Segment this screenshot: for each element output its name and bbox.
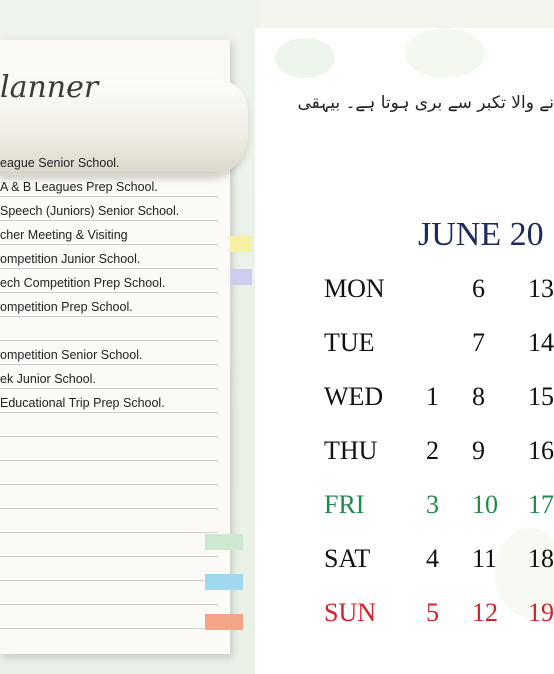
weekday-label: SUN (324, 598, 377, 627)
weekday-label: SAT (324, 544, 371, 573)
planner-entry (0, 148, 218, 173)
planner-entry-text: ompetition Senior School. (0, 348, 143, 362)
planner-title: lanner (0, 70, 99, 105)
calendar-row-sun (0, 598, 554, 638)
month-label: JUNE 20 (418, 216, 544, 253)
planner-entry-text: Educational Trip Prep School. (0, 396, 165, 410)
date-cell: 16 (528, 436, 554, 465)
planner-tab-yellow (230, 236, 252, 252)
date-cell: 18 (528, 544, 554, 573)
calendar-row-tue (0, 328, 554, 368)
calendar-row-fri (0, 490, 554, 530)
floral-decoration (275, 38, 335, 78)
planner-entry (0, 220, 218, 245)
weekday-label: TUE (324, 328, 375, 357)
weekday-label: FRI (324, 490, 365, 519)
date-cell: 13 (528, 274, 554, 303)
date-cell: 10 (472, 490, 498, 519)
planner-entry-text: Speech (Juniors) Senior School. (0, 204, 180, 218)
date-cell: 17 (528, 490, 554, 519)
planner-entry-text: cher Meeting & Visiting (0, 228, 128, 242)
planner-entry-text: ompetition Prep School. (0, 300, 133, 314)
urdu-quote: نے والا تکبر سے بری ہوتا ہے۔ بیہقی (297, 93, 554, 113)
date-cell: 14 (528, 328, 554, 357)
date-cell: 3 (426, 490, 439, 519)
date-cell: 1 (426, 382, 439, 411)
weekday-label: THU (324, 436, 378, 465)
planner-entry (0, 244, 218, 269)
planner-entry-text: ompetition Junior School. (0, 252, 141, 266)
date-cell: 8 (472, 382, 485, 411)
planner-entry-text: ech Competition Prep School. (0, 276, 166, 290)
date-cell: 4 (426, 544, 439, 573)
weekday-label: MON (324, 274, 385, 303)
calendar-row-sat (0, 544, 554, 584)
date-cell: 12 (472, 598, 498, 627)
date-cell: 6 (472, 274, 485, 303)
date-cell: 9 (472, 436, 485, 465)
planner-entry-text: ek Junior School. (0, 372, 96, 386)
date-cell: 11 (472, 544, 498, 573)
planner-entry-text: eague Senior School. (0, 156, 120, 170)
planner-entry (0, 196, 218, 221)
calendar-row-thu (0, 436, 554, 476)
date-cell: 2 (426, 436, 439, 465)
floral-decoration (405, 28, 485, 78)
date-cell: 7 (472, 328, 485, 357)
planner-entry (0, 172, 218, 197)
weekday-label: WED (324, 382, 384, 411)
date-cell: 19 (528, 598, 554, 627)
date-cell: 15 (528, 382, 554, 411)
date-cell: 5 (426, 598, 439, 627)
planner-entry-text: A & B Leagues Prep School. (0, 180, 158, 194)
calendar-row-mon (0, 274, 554, 314)
calendar-row-wed (0, 382, 554, 422)
